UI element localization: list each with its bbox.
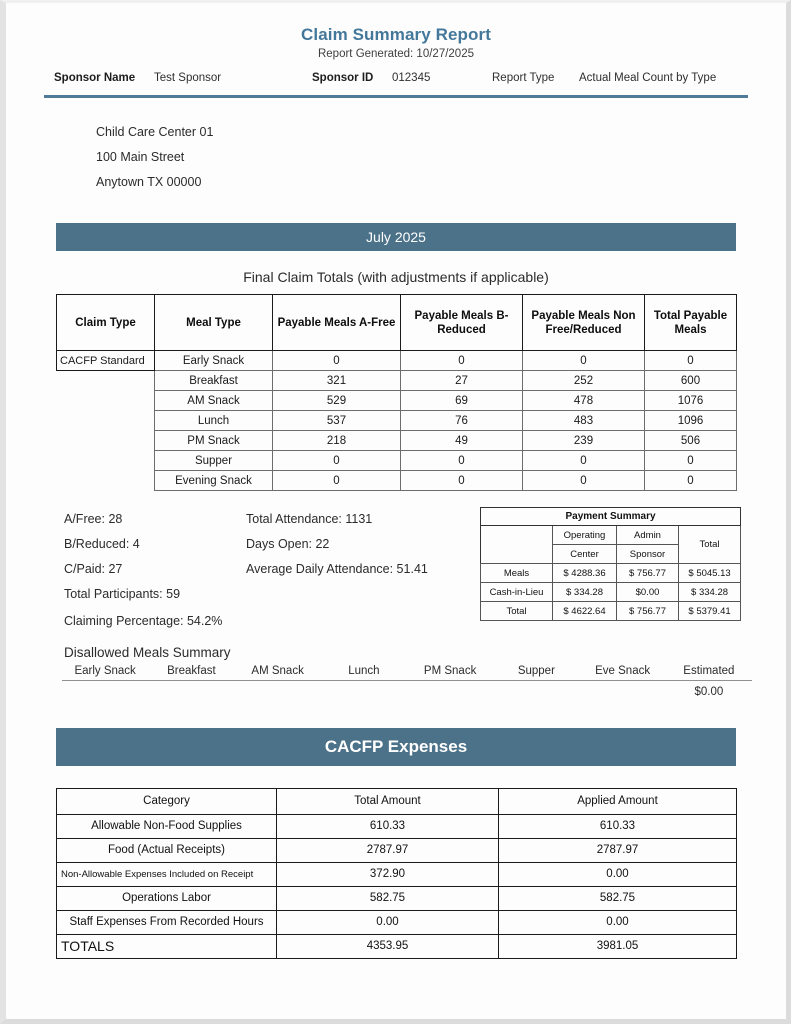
cell-claim-type — [57, 371, 155, 391]
cell-operating: $ 334.28 — [553, 583, 617, 602]
cell-non-free: 483 — [523, 411, 645, 431]
cell-category: TOTALS — [57, 934, 277, 958]
expenses-table — [56, 788, 737, 959]
header-divider — [44, 95, 748, 98]
cell-meal-type: Evening Snack — [155, 471, 273, 491]
cell-b-reduced: 69 — [401, 391, 523, 411]
claim-statistics — [6, 507, 786, 629]
expenses-banner: CACFP Expenses — [56, 728, 736, 766]
stat-average-daily-attendance: Average Daily Attendance: 51.41 — [246, 562, 428, 576]
sponsor-name-value: Test Sponsor — [154, 72, 222, 84]
cell-payment-label: Total — [481, 602, 553, 621]
cell-total-meals: 0 — [645, 471, 737, 491]
disallowed-header-row — [62, 664, 752, 681]
cell-claim-type — [57, 391, 155, 411]
cell-total-amount: 582.75 — [277, 886, 499, 910]
disallowed-cell — [580, 681, 666, 703]
cell-category: Food (Actual Receipts) — [57, 838, 277, 862]
table-row — [57, 471, 737, 491]
month-banner: July 2025 — [56, 223, 736, 251]
col-meal-type: Meal Type — [155, 295, 273, 351]
cell-a-free: 321 — [273, 371, 401, 391]
disallowed-meals-table — [62, 664, 752, 703]
cell-total-meals: 506 — [645, 431, 737, 451]
table-row — [57, 431, 737, 451]
cell-claim-type — [57, 411, 155, 431]
cell-applied-amount: 2787.97 — [499, 838, 737, 862]
cell-total: $ 5379.41 — [679, 602, 741, 621]
cell-non-free: 0 — [523, 471, 645, 491]
cell-total: $ 5045.13 — [679, 564, 741, 583]
disallowed-meals-title: Disallowed Meals Summary — [64, 645, 231, 660]
disallowed-col-header: PM Snack — [407, 664, 493, 681]
table-row — [57, 371, 737, 391]
cell-category: Operations Labor — [57, 886, 277, 910]
disallowed-col-header: AM Snack — [235, 664, 321, 681]
table-row — [57, 391, 737, 411]
cell-applied-amount: 610.33 — [499, 814, 737, 838]
cell-total-amount: 372.90 — [277, 862, 499, 886]
cell-meal-type: Breakfast — [155, 371, 273, 391]
payment-sub-sponsor: Sponsor — [617, 545, 679, 564]
disallowed-cell — [407, 681, 493, 703]
report-type-value: Actual Meal Count by Type — [579, 72, 717, 84]
cell-total-amount: 4353.95 — [277, 934, 499, 958]
cell-a-free: 529 — [273, 391, 401, 411]
payment-summary-wrap — [480, 507, 741, 621]
report-generated-date: Report Generated: 10/27/2025 — [317, 48, 474, 60]
disallowed-cell — [493, 681, 579, 703]
address-line-2: 100 Main Street — [96, 150, 185, 164]
report-type-label: Report Type — [492, 72, 555, 84]
disallowed-col-header: Lunch — [321, 664, 407, 681]
attendance-stats — [246, 507, 428, 582]
payment-col-operating: Operating — [553, 526, 617, 545]
table-row — [481, 602, 741, 621]
disallowed-col-header: Estimated — [666, 664, 752, 681]
col-applied-amount: Applied Amount — [499, 788, 737, 814]
disallowed-values-row — [62, 681, 752, 703]
cell-admin: $ 756.77 — [617, 564, 679, 583]
sponsor-name-label: Sponsor Name — [54, 72, 136, 84]
claim-totals-header-row — [57, 295, 737, 351]
cell-b-reduced: 27 — [401, 371, 523, 391]
cell-applied-amount: 3981.05 — [499, 934, 737, 958]
table-row — [57, 838, 737, 862]
cell-payment-label: Meals — [481, 564, 553, 583]
cell-payment-label: Cash-in-Lieu — [481, 583, 553, 602]
cell-claim-type — [57, 451, 155, 471]
payment-summary-title: Payment Summary — [481, 508, 741, 526]
stat-total-participants: Total Participants: 59 — [64, 587, 181, 601]
cell-total-meals: 0 — [645, 451, 737, 471]
cell-non-free: 239 — [523, 431, 645, 451]
table-row — [57, 814, 737, 838]
cell-b-reduced: 0 — [401, 471, 523, 491]
payment-summary-table — [480, 507, 741, 621]
cell-b-reduced: 0 — [401, 351, 523, 371]
col-non-free: Payable Meals Non Free/Reduced — [523, 295, 645, 351]
cell-meal-type: AM Snack — [155, 391, 273, 411]
page-title: Claim Summary Report — [301, 25, 491, 44]
participant-stats — [64, 507, 180, 607]
claim-totals-caption: Final Claim Totals (with adjustments if applicable) — [243, 269, 549, 285]
cell-meal-type: Supper — [155, 451, 273, 471]
col-total-meals: Total Payable Meals — [645, 295, 737, 351]
stat-claiming-percentage: Claiming Percentage: 54.2% — [64, 614, 223, 628]
payment-summary-corner — [481, 526, 553, 564]
table-row — [57, 934, 737, 958]
cell-operating: $ 4622.64 — [553, 602, 617, 621]
stat-b-reduced: B/Reduced: 4 — [64, 537, 140, 551]
col-a-free: Payable Meals A-Free — [273, 295, 401, 351]
cell-applied-amount: 0.00 — [499, 862, 737, 886]
cell-applied-amount: 582.75 — [499, 886, 737, 910]
cell-a-free: 0 — [273, 471, 401, 491]
cell-a-free: 0 — [273, 351, 401, 371]
cell-total-amount: 610.33 — [277, 814, 499, 838]
disallowed-col-header: Supper — [493, 664, 579, 681]
cell-meal-type: Early Snack — [155, 351, 273, 371]
facility-address — [96, 120, 786, 195]
cell-claim-type: CACFP Standard — [57, 351, 155, 371]
table-row — [57, 411, 737, 431]
payment-col-admin: Admin — [617, 526, 679, 545]
cell-total-meals: 1076 — [645, 391, 737, 411]
disallowed-col-header: Breakfast — [148, 664, 234, 681]
stat-days-open: Days Open: 22 — [246, 537, 330, 551]
cell-a-free: 0 — [273, 451, 401, 471]
header-meta-row — [44, 72, 748, 90]
disallowed-cell — [321, 681, 407, 703]
sponsor-id-value: 012345 — [392, 72, 431, 84]
cell-b-reduced: 76 — [401, 411, 523, 431]
table-row — [481, 564, 741, 583]
cell-applied-amount: 0.00 — [499, 910, 737, 934]
cell-claim-type — [57, 471, 155, 491]
payment-summary-body — [481, 564, 741, 621]
cell-admin: $0.00 — [617, 583, 679, 602]
disallowed-cell — [148, 681, 234, 703]
cell-category: Non-Allowable Expenses Included on Receipt — [57, 862, 277, 886]
table-row — [57, 351, 737, 371]
cell-a-free: 537 — [273, 411, 401, 431]
table-row — [57, 862, 737, 886]
table-row — [57, 886, 737, 910]
cell-b-reduced: 49 — [401, 431, 523, 451]
disallowed-col-header: Early Snack — [62, 664, 148, 681]
col-category: Category — [57, 788, 277, 814]
stat-a-free: A/Free: 28 — [64, 512, 123, 526]
claim-totals-body — [57, 351, 737, 491]
disallowed-cell: $0.00 — [694, 686, 724, 699]
cell-operating: $ 4288.36 — [553, 564, 617, 583]
cell-a-free: 218 — [273, 431, 401, 451]
col-total-amount: Total Amount — [277, 788, 499, 814]
cell-meal-type: Lunch — [155, 411, 273, 431]
address-line-3: Anytown TX 00000 — [96, 175, 202, 189]
table-row — [57, 910, 737, 934]
cell-non-free: 0 — [523, 451, 645, 471]
cell-total-meals: 0 — [645, 351, 737, 371]
cell-non-free: 478 — [523, 391, 645, 411]
table-row — [481, 583, 741, 602]
table-row — [57, 451, 737, 471]
payment-col-total: Total — [679, 526, 741, 564]
stat-total-attendance: Total Attendance: 1131 — [246, 512, 373, 526]
cell-non-free: 252 — [523, 371, 645, 391]
cell-total-amount: 2787.97 — [277, 838, 499, 862]
cell-total-meals: 600 — [645, 371, 737, 391]
disallowed-col-header: Eve Snack — [580, 664, 666, 681]
claim-totals-table — [56, 294, 737, 491]
stat-c-paid: C/Paid: 27 — [64, 562, 123, 576]
disallowed-cell — [235, 681, 321, 703]
cell-meal-type: PM Snack — [155, 431, 273, 451]
cell-non-free: 0 — [523, 351, 645, 371]
expenses-header-row — [57, 788, 737, 814]
cell-admin: $ 756.77 — [617, 602, 679, 621]
col-b-reduced: Payable Meals B-Reduced — [401, 295, 523, 351]
cell-total-amount: 0.00 — [277, 910, 499, 934]
cell-category: Allowable Non-Food Supplies — [57, 814, 277, 838]
cell-b-reduced: 0 — [401, 451, 523, 471]
cell-total: $ 334.28 — [679, 583, 741, 602]
cell-total-meals: 1096 — [645, 411, 737, 431]
cell-claim-type — [57, 431, 155, 451]
expenses-body — [57, 814, 737, 958]
sponsor-id-label: Sponsor ID — [312, 72, 374, 84]
payment-sub-center: Center — [553, 545, 617, 564]
col-claim-type: Claim Type — [57, 295, 155, 351]
disallowed-cell — [62, 681, 148, 703]
address-line-1: Child Care Center 01 — [96, 125, 214, 139]
report-sheet — [6, 3, 786, 1019]
cell-category: Staff Expenses From Recorded Hours — [57, 910, 277, 934]
